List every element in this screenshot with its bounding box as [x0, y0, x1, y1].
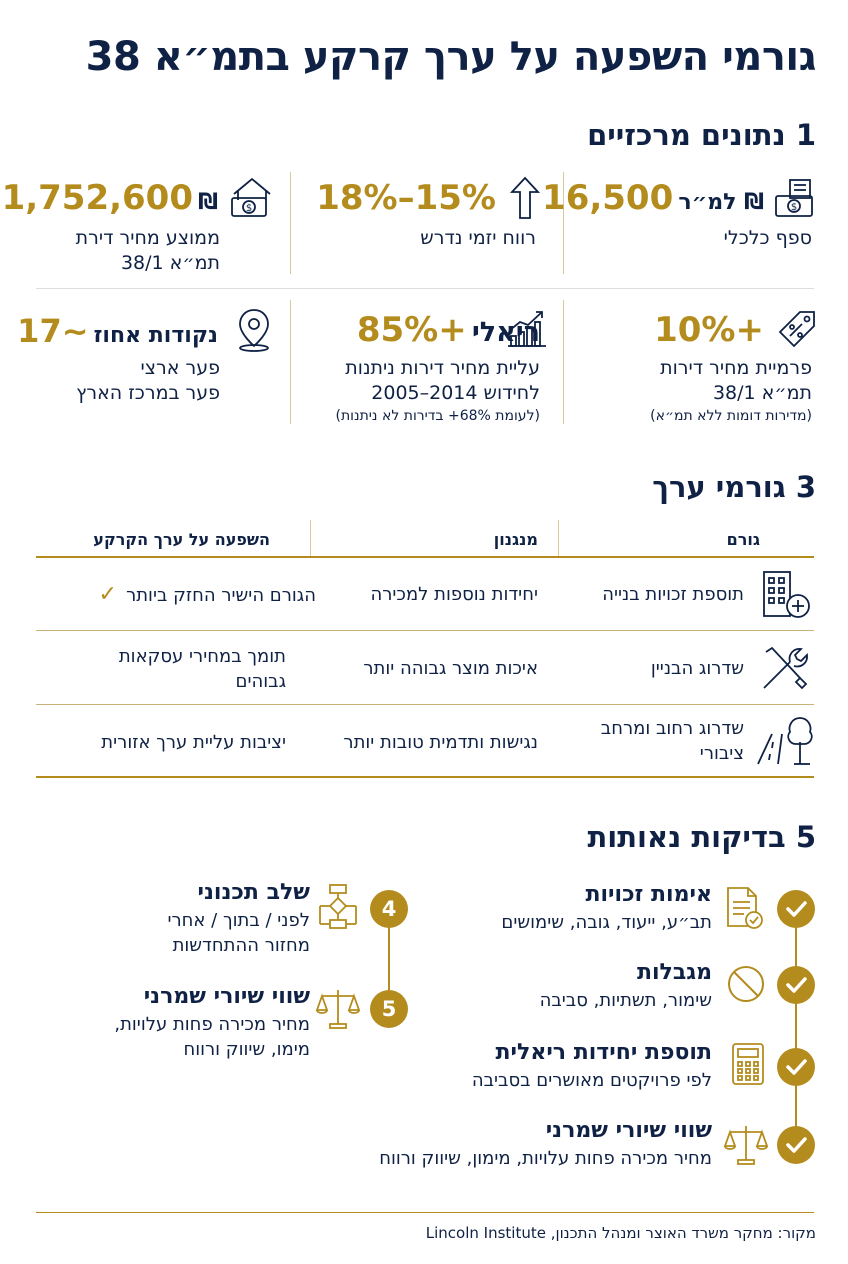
- check-icon: [777, 890, 815, 928]
- check-icon: [777, 1048, 815, 1086]
- table-header-rule: [36, 556, 814, 558]
- house-money-icon: [228, 174, 274, 220]
- check-title: אימות זכויות: [585, 882, 712, 907]
- check-badge: [777, 890, 815, 928]
- check-title: שווי שיורי שמרני: [545, 1118, 712, 1143]
- calculator-icon: [728, 1040, 768, 1088]
- stat-threshold-label: ספף כלכלי: [723, 227, 812, 249]
- row-factor: שדרוג הבניין: [650, 658, 744, 679]
- row-mechanism: איכות מוצר גבוהה יותר: [363, 658, 538, 679]
- check-icon: [777, 1126, 815, 1164]
- map-pin-icon: [234, 306, 274, 354]
- row-impact: תומך במחירי עסקאות גבוהים: [118, 646, 286, 692]
- section-key-data-heading: 1 נתונים מרכזיים: [587, 118, 816, 152]
- stat-avg-price-label: ממוצע מחיר דירת תמ״א 38/1: [75, 227, 220, 274]
- divider: [36, 704, 814, 705]
- stat-premium-note: (מדירות דומות ללא תמ״א): [650, 408, 812, 424]
- divider: [310, 520, 311, 556]
- stat-avg-price: ₪ 1,752,600: [1, 178, 218, 218]
- stat-renewable-rise-note: (לעומת 68%+ בדירות לא ניתנות): [335, 408, 540, 424]
- divider: [36, 288, 814, 289]
- check-desc: לפי פרויקטים מאושרים בסביבה: [471, 1070, 712, 1091]
- divider: [563, 300, 564, 424]
- street-tree-icon: [756, 712, 814, 768]
- check-desc: תב״ע, ייעוד, גובה, שימושים: [501, 912, 712, 933]
- row-impact: יציבות עליית ערך אזורית: [101, 732, 286, 753]
- stat-premium-label: פרמיית מחיר דירות תמ״א 38/1: [660, 357, 812, 404]
- document-check-icon: [722, 884, 768, 932]
- check-desc: מחיר מכירה פחות עלויות, מימון, שיווק ורווח: [379, 1148, 712, 1169]
- svg-text:$: $: [790, 202, 798, 213]
- stat-developer-profit: 15%–18%: [316, 178, 496, 218]
- tools-icon: [760, 642, 810, 692]
- check-badge: [777, 1126, 815, 1164]
- row-mechanism: נגישות ותדמית טובות יותר: [343, 732, 538, 753]
- check-badge: [777, 1048, 815, 1086]
- step-number-badge: 5: [370, 990, 408, 1028]
- scales-icon: [722, 1120, 770, 1168]
- row-mechanism: יחידות נוספות למכירה: [370, 584, 538, 605]
- table-bottom-rule: [36, 776, 814, 778]
- section-value-factors-heading: 3 גורמי ערך: [652, 470, 816, 504]
- stat-renewable-rise-label: עליית מחיר דירות ניתנות לחידוש 2014–2005: [345, 357, 540, 404]
- divider: [558, 520, 559, 556]
- timeline-line: [795, 908, 797, 1146]
- banknote-building-icon: [772, 176, 816, 220]
- stat-gap-label: פער ארצי פער במרכז הארץ: [76, 357, 220, 404]
- check-desc: לפני / בתוך / אחרי מחזור ההתחדשות: [167, 910, 310, 956]
- check-title: שווי שיורי שמרני: [143, 984, 310, 1009]
- row-impact: הגורם הישיר החזק ביותר ✓: [98, 582, 316, 607]
- flowchart-icon: [314, 882, 362, 934]
- svg-text:$: $: [245, 203, 253, 214]
- stat-premium: +10%: [654, 310, 764, 350]
- price-tag-icon: [776, 308, 818, 352]
- scales-icon: [314, 984, 362, 1032]
- source-note: מקור: מחקר משרד האוצר ומנהל התכנון, Lincoln Institute: [425, 1224, 816, 1242]
- prohibited-icon: [724, 962, 768, 1006]
- step-number-badge: 4: [370, 890, 408, 928]
- check-icon: [777, 966, 815, 1004]
- column-header-impact: השפעה על ערך הקרקע: [93, 530, 270, 549]
- stat-renewable-rise: ריאלי +85%: [356, 310, 540, 350]
- check-icon: ✓: [98, 582, 117, 607]
- stat-gap: נקודות אחוז ~17: [17, 312, 218, 350]
- check-title: מגבלות: [636, 960, 712, 985]
- divider: [290, 172, 291, 274]
- divider: [290, 300, 291, 424]
- footer-rule: [36, 1212, 814, 1213]
- stat-threshold: ₪ למ״ר 16,500: [542, 178, 764, 218]
- arrow-up-icon: [508, 174, 542, 222]
- check-title: שלב תכנוני: [197, 880, 310, 905]
- row-factor: שדרוג רחוב ומרחב ציבורי: [600, 718, 744, 764]
- row-factor: תוספת זכויות בנייה: [602, 584, 744, 605]
- column-header-mechanism: מנגנון: [493, 530, 538, 549]
- divider: [36, 630, 814, 631]
- section-due-diligence-heading: 5 בדיקות נאותות: [587, 820, 816, 854]
- column-header-factor: גורם: [726, 530, 760, 549]
- stat-developer-profit-label: רווח יזמי נדרש: [420, 227, 536, 249]
- building-plus-icon: [758, 568, 814, 622]
- page-title: גורמי השפעה על ערך קרקע בתמ״א 38: [85, 34, 816, 80]
- check-title: תוספת יחידות ריאלית: [495, 1040, 712, 1065]
- check-desc: שימור, תשתיות, סביבה: [539, 990, 712, 1011]
- check-desc: מחיר מכירה פחות עלויות, מימו, שיווק ורווח: [114, 1014, 310, 1060]
- check-badge: [777, 966, 815, 1004]
